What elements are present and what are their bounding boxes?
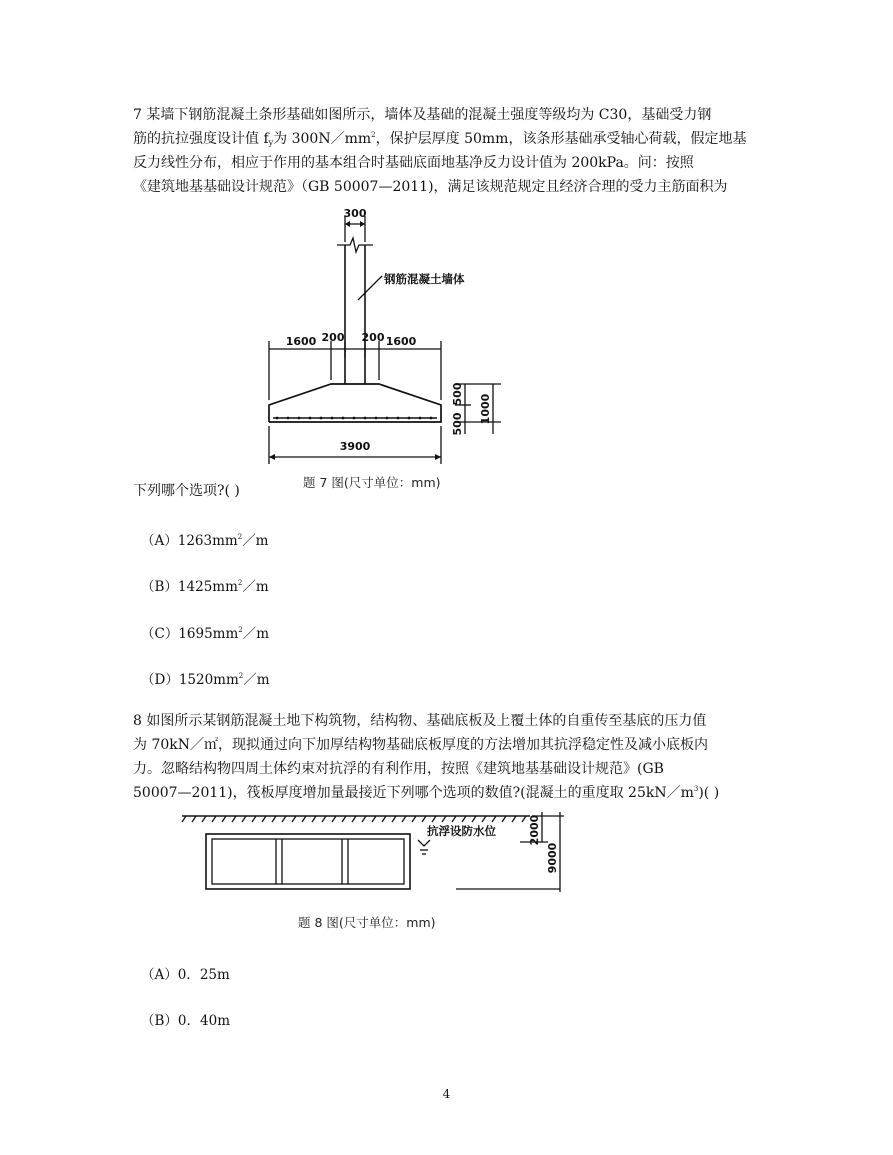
q8-dim-top: 2000 bbox=[528, 814, 541, 846]
q7-figure-caption: 题 7 图(尺寸单位：mm) bbox=[303, 475, 441, 490]
q7-option-c-sup: 2 bbox=[238, 626, 243, 634]
q7-option-b bbox=[141, 575, 269, 595]
q8-m3-superscript: 3 bbox=[693, 785, 699, 793]
q7-line-4: 《建筑地基基础设计规范》（GB 50007—2011)，满足该规范规定且经济合理的受力主筋面积为 bbox=[133, 179, 728, 195]
q8-line-2-a: 为 70kN／㎡ bbox=[133, 737, 218, 753]
q8-line-4-a: 50007—2011)，筏板厚度增加量最接近下列哪个选项的数值?(混凝土的重度取 25kN／m bbox=[133, 785, 694, 801]
q8-line-1: 8 如图所示某钢筋混凝土地下构筑物，结构物、基础底板及上覆土体的自重传至基底的压力值 bbox=[133, 713, 707, 729]
q7-option-d bbox=[141, 668, 270, 688]
q7-option-c-unit: ／m bbox=[242, 626, 270, 642]
q7-option-c bbox=[141, 622, 269, 642]
q7-dim-right-inner: 200 bbox=[361, 331, 385, 344]
q7-foundation-figure bbox=[255, 200, 505, 500]
q7-option-a bbox=[141, 529, 269, 549]
q7-mm2-superscript: 2 bbox=[371, 131, 376, 139]
page-number: 4 bbox=[442, 1087, 451, 1101]
q7-option-a-label: （A）1263mm bbox=[141, 533, 238, 549]
q7-line-3: 反力线性分布，相应于作用的基本组合时基础底面地基净反力设计值为 200kPa。问：按照 bbox=[133, 155, 694, 171]
q8-water-level-label: 抗浮设防水位 bbox=[427, 824, 496, 838]
q8-line-4 bbox=[133, 781, 773, 805]
q7-dim-total-width: 3900 bbox=[339, 440, 371, 453]
q7-dim-total-height: 1000 bbox=[479, 393, 492, 425]
q7-option-d-unit: ／m bbox=[243, 672, 270, 688]
q8-line-4-b: )( ) bbox=[698, 785, 720, 801]
q8-line-2-b: ，现拟通过向下加厚结构物基础底板厚度的方法增加其抗浮稳定性及减小底板内 bbox=[218, 737, 708, 753]
q7-dim-left-outer: 1600 bbox=[285, 335, 317, 348]
q7-dim-lower-height: 500 bbox=[451, 412, 464, 436]
q7-option-b-sup: 2 bbox=[237, 579, 243, 587]
q7-dim-upper-height: 500 bbox=[451, 382, 464, 406]
q8-option-a: （A）0．25m bbox=[141, 967, 230, 983]
q7-wall-label: 钢筋混凝土墙体 bbox=[384, 272, 465, 286]
q7-line-2-a: 筋的抗拉强度设计值 f bbox=[133, 131, 269, 147]
q8-structure-figure bbox=[180, 808, 570, 894]
q7-fy-subscript: y bbox=[268, 138, 274, 147]
q7-dim-wall-width: 300 bbox=[343, 207, 367, 220]
q7-dim-left-inner: 200 bbox=[321, 331, 345, 344]
q7-option-b-unit: ／m bbox=[242, 579, 269, 595]
q7-line-2-b: 为 300N／mm bbox=[273, 131, 372, 147]
q7-dim-right-outer: 1600 bbox=[385, 335, 417, 348]
q7-option-d-label: （D）1520mm bbox=[141, 672, 239, 688]
q7-line-2 bbox=[133, 127, 773, 151]
q8-option-b: （B）0．40m bbox=[141, 1013, 230, 1029]
q7-option-c-label: （C）1695mm bbox=[141, 626, 239, 642]
q7-option-b-label: （B）1425mm bbox=[141, 579, 238, 595]
q8-line-3: 力。忽略结构物四周土体约束对抗浮的有利作用，按照《建筑地基基础设计规范》(GB bbox=[133, 761, 664, 777]
q7-line-2-c: ，保护层厚度 50mm，该条形基础承受轴心荷载，假定地基 bbox=[375, 131, 747, 147]
q8-figure-caption: 题 8 图(尺寸单位：mm) bbox=[298, 915, 436, 930]
q7-option-a-sup: 2 bbox=[237, 533, 243, 541]
q7-line-1: 7 某墙下钢筋混凝土条形基础如图所示，墙体及基础的混凝土强度等级均为 C30，基础受力钢 bbox=[133, 107, 712, 123]
q7-option-d-sup: 2 bbox=[238, 672, 244, 680]
q8-line-2 bbox=[133, 733, 773, 757]
q7-line-5: 下列哪个选项?( ) bbox=[133, 483, 240, 499]
q8-dim-total: 9000 bbox=[546, 842, 559, 874]
q7-option-a-unit: ／m bbox=[242, 533, 269, 549]
